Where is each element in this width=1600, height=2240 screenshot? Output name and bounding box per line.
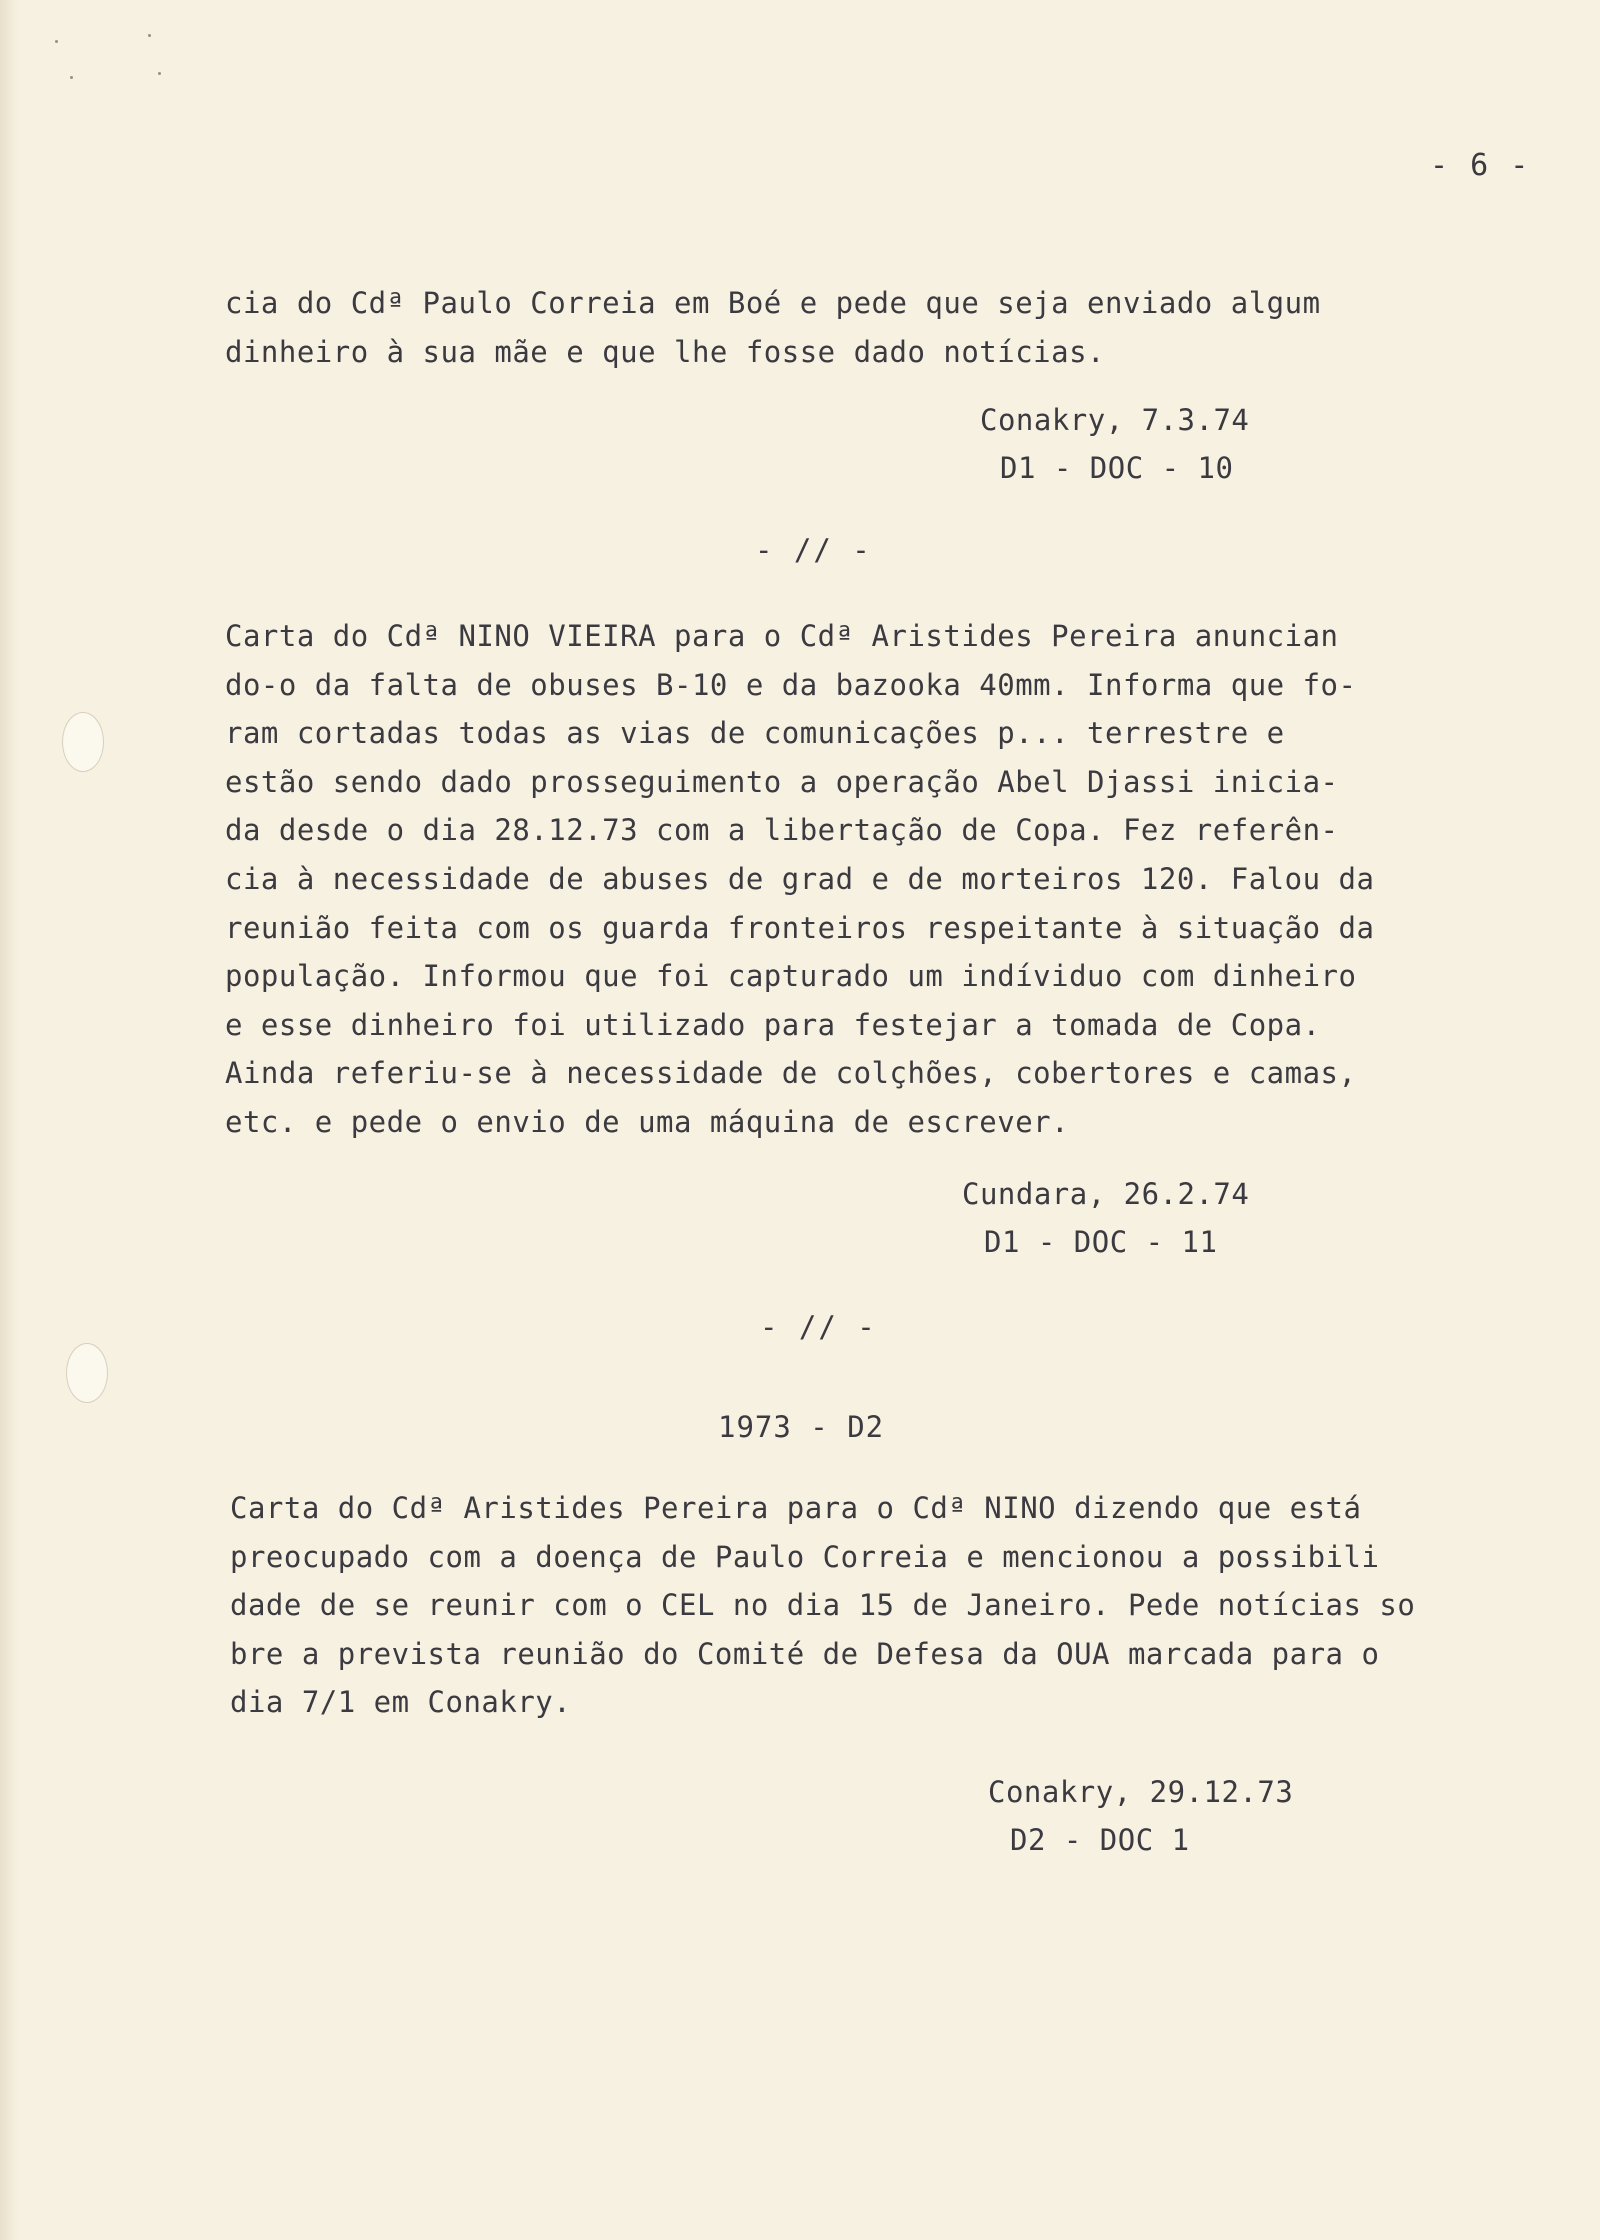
paper-edge-shadow bbox=[0, 0, 18, 2240]
separator: - // - bbox=[760, 1310, 877, 1344]
signature-block-3 bbox=[988, 1768, 1293, 1864]
paper-speck bbox=[55, 40, 58, 43]
text-line: preocupado com a doença de Paulo Correia e mencionou a possibili bbox=[230, 1539, 1380, 1574]
paper-speck bbox=[148, 34, 151, 37]
text-line: dia 7/1 em Conakry. bbox=[230, 1685, 572, 1720]
punch-hole bbox=[62, 712, 104, 772]
paragraph-1 bbox=[225, 279, 1321, 376]
signature-block-1 bbox=[980, 396, 1249, 492]
text-line: população. Informou que foi capturado um indíviduo com dinheiro bbox=[225, 959, 1357, 994]
text-line: Carta do Cdª NINO VIEIRA para o Cdª Aristides Pereira anuncian bbox=[225, 619, 1339, 653]
page-number: - 6 - bbox=[1430, 148, 1531, 183]
text-line: cia à necessidade de abuses de grad e de morteiros 120. Falou da bbox=[225, 861, 1375, 896]
paragraph-2 bbox=[225, 612, 1374, 1147]
text-line: Carta do Cdª Aristides Pereira para o Cdª NINO dizendo que está bbox=[230, 1491, 1362, 1525]
text-line: bre a prevista reunião do Comité de Defesa da OUA marcada para o bbox=[230, 1636, 1380, 1671]
text-line: dinheiro à sua mãe e que lhe fosse dado notícias. bbox=[225, 334, 1106, 369]
place-date: Cundara, 26.2.74 bbox=[962, 1177, 1250, 1211]
text-line: dade de se reunir com o CEL no dia 15 de Janeiro. Pede notícias so bbox=[230, 1588, 1416, 1623]
place-date: Conakry, 7.3.74 bbox=[980, 403, 1250, 437]
text-line: e esse dinheiro foi utilizado para festejar a tomada de Copa. bbox=[225, 1007, 1321, 1042]
paper-speck bbox=[158, 72, 161, 75]
text-line: reunião feita com os guarda fronteiros respeitante à situação da bbox=[225, 910, 1375, 945]
text-line: estão sendo dado prosseguimento a operação Abel Djassi inicia- bbox=[225, 764, 1339, 799]
document-reference: D2 - DOC 1 bbox=[1010, 1823, 1190, 1857]
place-date: Conakry, 29.12.73 bbox=[988, 1775, 1294, 1809]
section-heading: 1973 - D2 bbox=[718, 1410, 885, 1444]
signature-block-2 bbox=[962, 1170, 1249, 1266]
paper-speck bbox=[70, 76, 73, 79]
text-line: cia do Cdª Paulo Correia em Boé e pede que seja enviado algum bbox=[225, 286, 1321, 320]
paragraph-3 bbox=[230, 1484, 1415, 1727]
text-line: da desde o dia 28.12.73 com a libertação de Copa. Fez referên- bbox=[225, 813, 1339, 848]
text-line: Ainda referiu-se à necessidade de colçhões, cobertores e camas, bbox=[225, 1056, 1357, 1091]
punch-hole bbox=[66, 1343, 108, 1403]
text-line: do-o da falta de obuses B-10 e da bazooka 40mm. Informa que fo- bbox=[225, 667, 1357, 702]
text-line: etc. e pede o envio de uma máquina de escrever. bbox=[225, 1104, 1070, 1139]
document-reference: D1 - DOC - 11 bbox=[984, 1225, 1218, 1259]
text-line: ram cortadas todas as vias de comunicações p... terrestre e bbox=[225, 716, 1285, 751]
document-reference: D1 - DOC - 10 bbox=[1000, 451, 1234, 485]
separator: - // - bbox=[755, 533, 872, 567]
